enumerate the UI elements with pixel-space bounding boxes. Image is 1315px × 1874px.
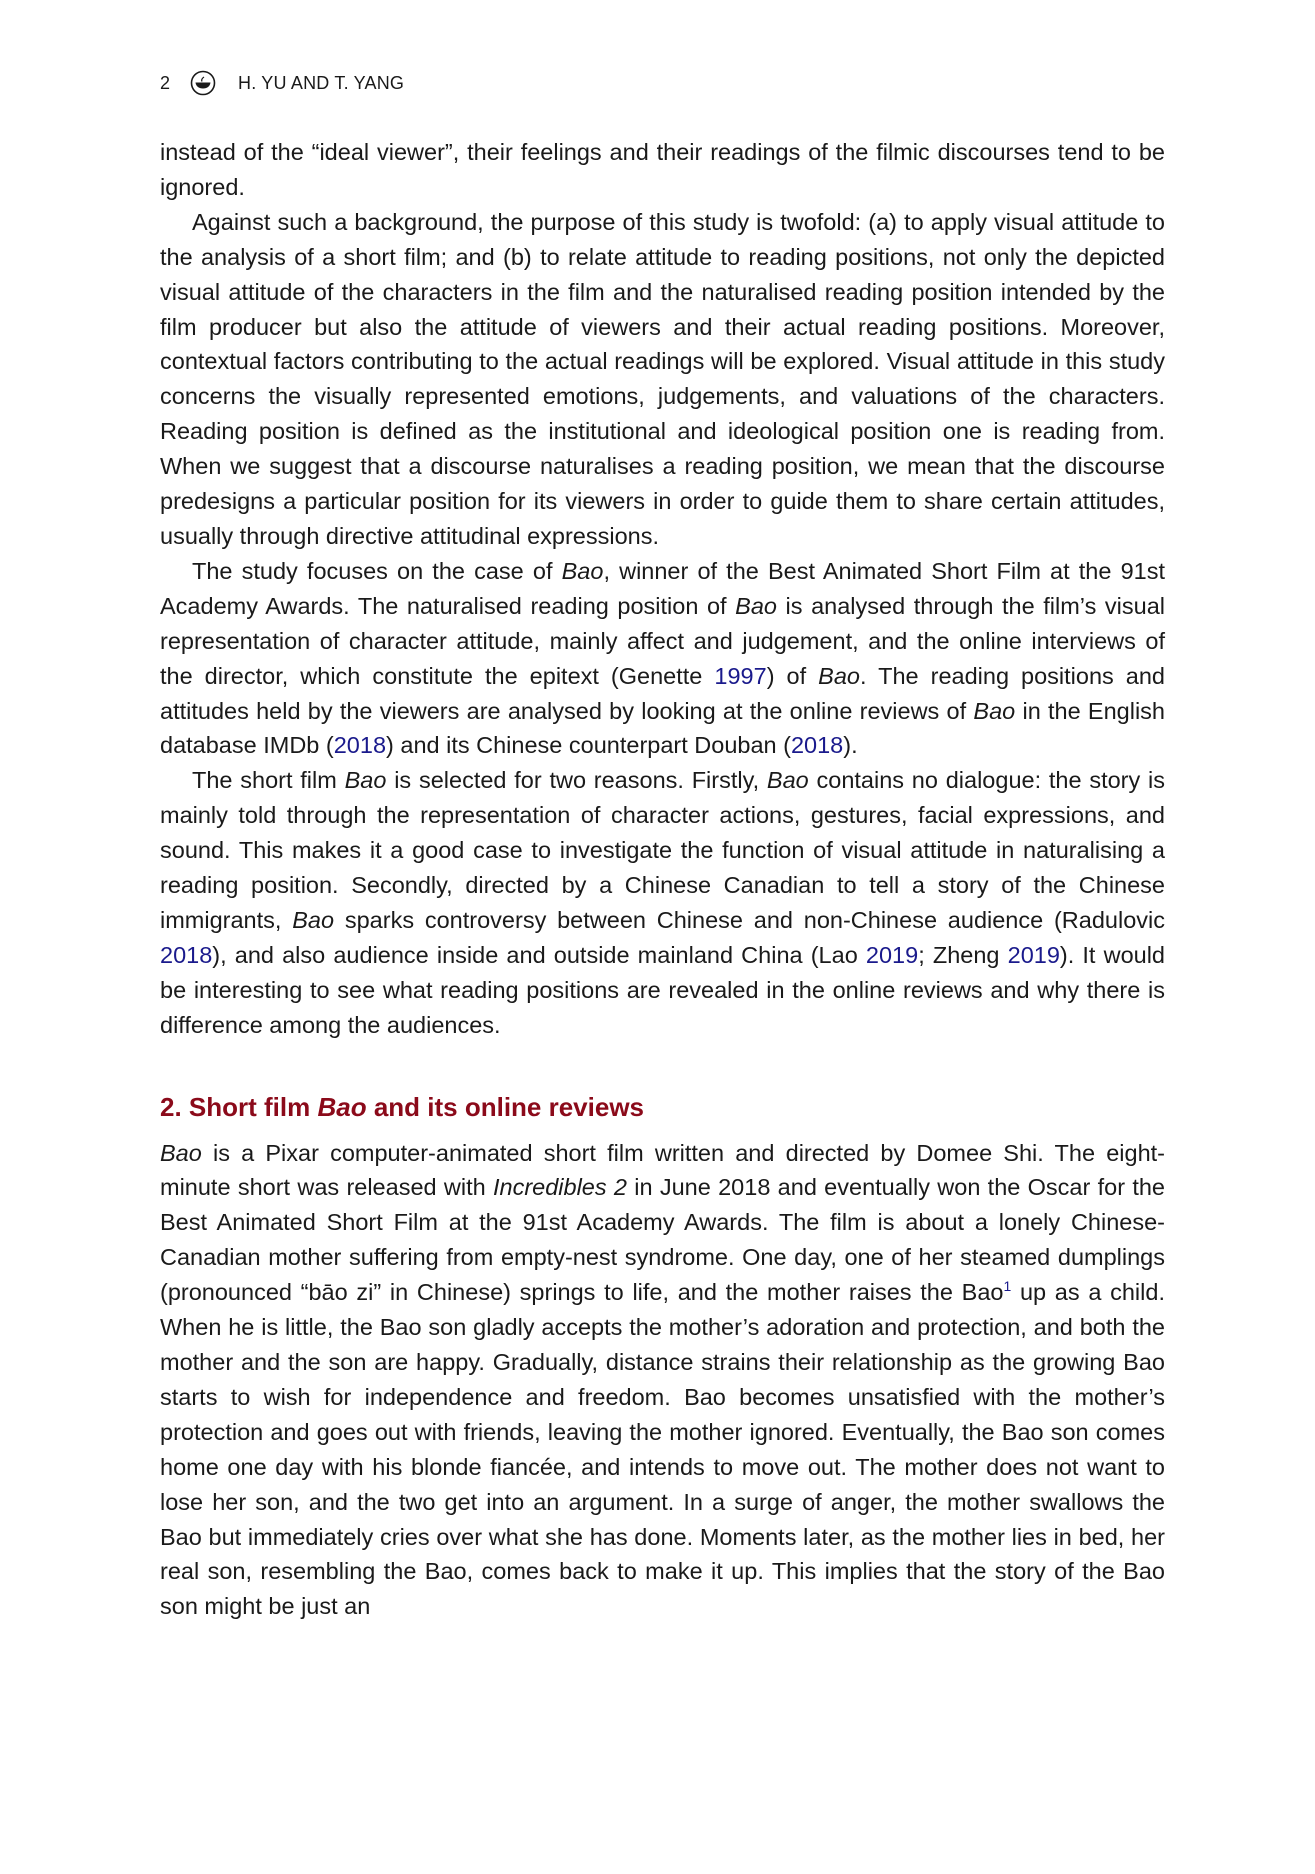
page-number: 2 — [160, 72, 171, 93]
text-run: ) and its Chinese counterpart Douban ( — [386, 732, 791, 759]
text-run: . The reading positions and attitudes held by the viewers are analysed by looking at the online reviews of — [160, 662, 1166, 724]
italic-title: Bao — [973, 697, 1016, 724]
body-paragraph — [160, 205, 1165, 554]
text-run: is analysed through the film’s visual representation of character attitude, mainly affect and judgement, and the online interviews of the director, which constitute the epitext (Genette — [160, 592, 1165, 689]
body-paragraph — [160, 554, 1165, 763]
citation-year-link[interactable]: 1997 — [714, 662, 767, 689]
body-paragraph — [160, 135, 1165, 205]
text-run: contains no dialogue: the story is mainly told through the representation of character actions, gestures, facial expressions, and sound. This makes it a good case to investigate the function of visual attitude in naturalising a reading position. Secondly, directed by a Chinese Canadian to tell a story of the Chinese immigrants, — [160, 767, 1165, 933]
citation-year-link[interactable]: 2018 — [160, 941, 213, 968]
text-run: ). It would be interesting to see what reading positions are revealed in the online reviews and why there is difference among the audiences. — [160, 941, 1165, 1038]
italic-title: Bao — [766, 767, 809, 794]
citation-year-link[interactable]: 2019 — [1007, 941, 1060, 968]
footnote-marker-link[interactable]: 1 — [1003, 1278, 1012, 1295]
citation-year-link[interactable]: 2018 — [790, 732, 844, 759]
text-run: ), and also audience inside and outside mainland China (Lao — [212, 941, 866, 968]
text-run: The study focuses on the case of — [192, 557, 562, 584]
text-run: ; Zheng — [918, 941, 1008, 968]
citation-year-link[interactable]: 2019 — [865, 941, 919, 968]
text-run: sparks controversy between Chinese and non-Chinese audience (Radulovic — [334, 906, 1166, 933]
publisher-logo-icon — [190, 70, 216, 96]
text-run: , winner of the Best Animated Short Film at the 91st Academy Awards. The naturalised reading position of — [160, 557, 1165, 619]
text-run: and its online reviews — [366, 1091, 645, 1122]
section-heading — [160, 1090, 1165, 1124]
italic-title: Bao — [818, 662, 860, 689]
text-run: in June 2018 and eventually won the Oscar for the Best Animated Short Film at the 91st Academy Awards. The film is about a lonely Chinese-Canadian mother suffering from empty-nest syndrome. One day, one of her steamed dumplings (pronounced “bāo zi” in Chinese) springs to life, and the mother raises the Bao — [160, 1174, 1165, 1306]
italic-title: Bao — [317, 1091, 367, 1122]
body-paragraph — [160, 1136, 1165, 1625]
citation-year-link[interactable]: 2018 — [333, 732, 387, 759]
text-run: ) of — [766, 662, 819, 689]
section-paragraphs — [160, 1136, 1165, 1625]
italic-title: Bao — [344, 767, 387, 794]
text-run: in the English database IMDb ( — [160, 697, 1166, 759]
italic-title: Bao — [292, 906, 335, 933]
page-body — [160, 135, 1165, 1624]
italic-title: Incredibles 2 — [492, 1174, 627, 1201]
text-run: is selected for two reasons. Firstly, — [386, 767, 767, 794]
italic-title: Bao — [735, 592, 777, 619]
text-run: The short film — [192, 767, 345, 794]
text-run: up as a child. When he is little, the Bao son gladly accepts the mother’s adoration and protection, and both the mother and the son are happy. Gradually, distance strains their relationship as the growing Bao starts to wish for independence and freedom. Bao becomes unsatisfied with the mother’s protection and goes out with friends, leaving the mother ignored. Eventually, the Bao son comes home one day with his blonde fiancée, and intends to move out. The mother does not want to lose her son, and the two get into an argument. In a surge of anger, the mother swallows the Bao but immediately cries over what she has done. Moments later, as the mother lies in bed, her real son, resembling the Bao, comes back to make it up. This implies that the story of the Bao son might be just an — [160, 1279, 1165, 1620]
text-run: 2. Short film — [160, 1091, 318, 1122]
text-run: is a Pixar computer-animated short film written and directed by Domee Shi. The eight-minute short was released with — [160, 1139, 1165, 1201]
intro-paragraphs — [160, 135, 1165, 1043]
text-run: Against such a background, the purpose of this study is twofold: (a) to apply visual attitude to the analysis of a short film; and (b) to relate attitude to reading positions, not only the depicted visual attitude of the characters in the film and the naturalised reading position intended by the film producer but also the attitude of viewers and their actual reading positions. Moreover, contextual factors contributing to the actual readings will be explored. Visual attitude in this study concerns the visually represented emotions, judgements, and valuations of the characters. Reading position is defined as the institutional and ideological position one is reading from. When we suggest that a discourse naturalises a reading position, we mean that the discourse predesigns a particular position for its viewers in order to guide them to share certain attitudes, usually through directive attitudinal expressions. — [160, 208, 1165, 549]
body-paragraph — [160, 763, 1165, 1042]
italic-title: Bao — [160, 1139, 202, 1166]
running-head — [160, 68, 404, 98]
italic-title: Bao — [561, 557, 604, 584]
text-run: ). — [843, 732, 858, 759]
running-head-authors: H. YU AND T. YANG — [238, 72, 405, 93]
text-run: instead of the “ideal viewer”, their feelings and their readings of the filmic discourses tend to be ignored. — [160, 139, 1165, 200]
